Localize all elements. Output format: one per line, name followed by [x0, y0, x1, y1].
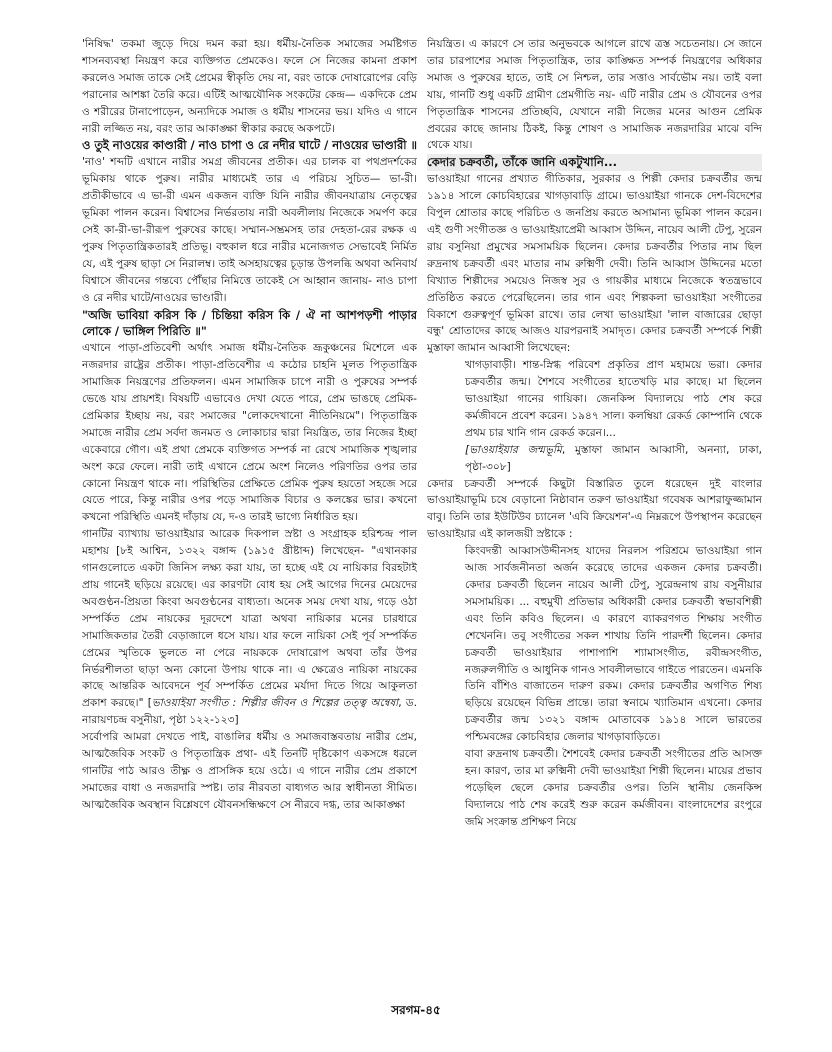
lyric-heading: ও তুই নাওয়ের কাণ্ডারী / নাও চাপা ও রে নদীর ঘাটে / নাওয়ের ভাণ্ডারী ॥ — [82, 138, 417, 153]
left-column — [82, 36, 417, 1006]
body-paragraph: কেদার চক্রবর্তী সম্পর্কে কিছুটা বিস্তারিত তুলে ধরেছেন দুই বাংলার ভাওয়াইয়াভূমি চষে বেড়ানো নিষ্ঠাবান তরুণ ভাওয়াইয়া গবেষক আশরাফুজ্জামান বাবু। তিনি তার ইউটিউব চ্যানেল 'এবি ক্রিয়েশন'-এ নিম্নরূপে উপস্থাপন করেছেন ভাওয়াইয়ার এই কালজয়ী স্রষ্টাকে : — [427, 477, 762, 541]
section-heading: কেদার চক্রবর্তী, তাঁকে জানি একটুখানি... — [427, 154, 762, 171]
quote-text: বাবা রুদ্রনাথ চক্রবর্তী। শৈশবেই কেদার চক্রবর্তী সংগীতের প্রতি আসক্ত হন। কারণ, তার মা রুক্মিনী দেবী ভাওয়াইয়া শিল্পী ছিলেন। মায়ের প্রভাব পড়েছিল ছেলে কেদার চক্রবর্তীর ওপর। তিনি স্থানীয় জেনকিন্স বিদ্যালয়ে পাঠ শেষ করেই শুরু করেন কর্মজীবন। বাংলাদেশের রংপুরে জমি সংক্রান্ত প্রশিক্ষণ নিয়ে — [465, 748, 762, 828]
right-column — [427, 36, 762, 1006]
block-quote — [465, 543, 762, 830]
quote-citation — [465, 442, 762, 476]
body-paragraph: নিয়ন্ত্রিত। এ কারণে সে তার অনুভবকে আগলে রাখে ত্রস্ত সচেতনায়। সে জানে তার চারপাশের সমাজ পিতৃতান্ত্রিক, তার কাঙ্ক্ষিত সম্পর্ক নিয়ন্ত্রণের অধিকার সমাজ ও পুরুষের হাতে, তাই সে নিশ্চল, তার সত্তাও সার্বভৌম নয়। তাই বলা যায়, গানটি শুধু একটি গ্রামীণ প্রেমগীতি নয়- এটি নারীর প্রেম ও যৌবনের ওপর পিতৃতান্ত্রিক শাসনের প্রতিচ্ছবি, যেখানে নারী নিজের মনের আগুন প্রেমিক প্রবরের কাছে জানায় ঠিকই, কিন্তু শোষণ ও সামাজিক নজরদারির মাঝে বন্দি থেকে যায়। — [427, 38, 762, 152]
citation-title: [ভাওয়াইয়ার জন্মভূমি — [465, 443, 562, 456]
block-quote — [465, 357, 762, 475]
body-paragraph: 'নিষিদ্ধ' তকমা জুড়ে দিয়ে দমন করা হয়। ধর্মীয়-নৈতিক সমাজের সমষ্টিগত শাসনব্যবস্থা নিয়ন্ত্রণ করে ব্যক্তিগত প্রেমকেও। ফলে সে নিজের কামনা প্রকাশ করলেও সমাজ তাকে সেই প্রেমের স্বীকৃতি দেয় না, বরং তাকে দোষারোপের বেড়ি পরানোর আশঙ্কা তৈরি করে। এটিই আত্মযৌনিক সংকটের কেন্দ্র— একদিকে প্রেম ও শরীরের টানাপোড়েন, অন্যদিকে সমাজ ও ধর্মীয় শাসনের ভয়। যদিও এ গানে নারী লজ্জিত নয়, বরং তার আকাঙ্ক্ষা স্বীকার করছে অকপটে। — [82, 38, 417, 135]
citation-details: , ড. নারায়ণচন্দ্র বসুনীয়া, পৃষ্ঠা ১২২-১২৩] — [82, 697, 417, 727]
body-paragraph-quote — [82, 526, 417, 729]
quote-text: গানটির ব্যাখ্যায় ভাওয়াইয়ার আরেক দিকপাল স্রষ্টা ও সংগ্রাহক হরিশ্চন্দ্র পাল মহাশয় [৮ই আশ্বিন, ১৩২২ বঙ্গাব্দ (১৯১৫ খ্রীষ্টাব্দ) লিখেছেন- "এখানকার গানগুলোতে একটা জিনিস লক্ষ্য করা যায়, তা হচ্ছে এই যে নায়িকার বিরহটাই প্রায় গানেই ছড়িয়ে রয়েছে। এর কারণটা বোধ হয় সেই আগের দিনের মেয়েদের অবগুণ্ঠন-প্রিয়তা কিংবা অবগুণ্ঠনের বাধ্যতা। অনেক সময় দেখা যায়, গড়ে ওঠা সম্পর্কিত প্রেম নায়কের দূরদেশে যাত্রা অথবা নায়িকার মনের চারধারে সামাজিকতার তৈরী বেড়াজালে ধসে যায়। যার ফলে নায়িকা সেই পূর্ব সম্পর্কিত প্রেমের স্মৃতিকে ভুলতে না পেরে নায়ককে দোষারোপ অথবা তাঁর উপর নির্ভরশীলতা ছাড়া অন্য কোনো উপায় থাকে না। এ ক্ষেত্রেও নায়িকা নায়কের কাছে আন্তরিক আবেদনে পূর্ব সম্পর্কিত প্রেমের মর্যাদা দিতে গিয়ে আকুলতা প্রকাশ করছে।" [ — [82, 528, 417, 710]
body-paragraph: সর্বোপরি আমরা দেখতে পাই, বাঙালির ধর্মীয় ও সমাজবাস্তবতায় নারীর প্রেম, আত্মজৈবিক সংকট ও পিতৃতান্ত্রিক প্রথা- এই তিনটি দৃষ্টিকোণ একসঙ্গে ধরলে গানটির পাঠ আরও তীক্ষ্ণ ও প্রাসঙ্গিক হয়ে ওঠে। এ গানে নারীর প্রেম প্রকাশে সমাজের বাধা ও নজরদারি স্পষ্ট। তার নীরবতা বাধ্যগত আর স্বাধীনতা সীমিত। আত্মজৈবিক অবস্থান বিশ্লেষণে যৌবনসন্ধিক্ষণে সে নীরবে দগ্ধ, তার আকাঙ্ক্ষা — [82, 731, 417, 811]
lyric-heading: "অজি ভাবিয়া করিস কি / চিন্তিয়া করিস কি / ঐ না আশপড়শী পাড়ার লোকে / ভাঙ্গিল পিরিতি ॥" — [82, 307, 417, 339]
quote-text: কিংবদন্তী আব্বাসউদ্দীনসহ যাদের নিরলস পরিশ্রমে ভাওয়াইয়া গান আজ সার্বজনীনতা অর্জন করেছে তাদের একজন কেদার চক্রবর্তী। কেদার চক্রবর্তী ছিলেন নায়েব আলী টেপু, সুরেন্দ্রনাথ রায় বসুনীয়ার সমসাময়িক। ... বহুমুখী প্রতিভার অধিকারী কেদার চক্রবর্তী স্বভাবশিল্পী এবং তিনি কবিও ছিলেন। এ কারণে ব্যাকরণগত শিক্ষায় সংগীত শেখেননি। তবু সংগীতের সকল শাখায় তিনি পারদর্শী ছিলেন। কেদার চক্রবর্তী ভাওয়াইয়ার পাশাপাশি শ্যামাসংগীত, রবীন্দ্রসংগীত, নজরুলগীতি ও আধুনিক গানও সাবলীলভাবে গাইতে পারতেন। এমনকি তিনি বাঁশিও বাজাতেন দারুণ রকম। কেদার চক্রবর্তীর অগণিত শিষ্য ছড়িয়ে রয়েছেন বিভিন্ন প্রান্তে। তারা স্বনামে খ্যাতিমান এখনো। কেদার চক্রবর্তীর জন্ম ১৩২১ বঙ্গাব্দ মোতাবেক ১৯১৪ সালে ভারতের পশ্চিমবঙ্গের কোচবিহার জেলার খাগড়াবাড়িতে। — [465, 545, 762, 744]
page-number: সরগম-৪৫ — [391, 1003, 441, 1017]
body-paragraph: 'নাও' শব্দটি এখানে নারীর সমগ্র জীবনের প্রতীক। এর চালক বা পথপ্রদর্শকের ভূমিকায় থাকে পুরুষ। নারীর মাধ্যমেই তার এ পরিচয় সুচিত— ভা-রী। প্রতীকীভাবে এ ভা-রী এমন একজন ব্যক্তি যিনি নারীর জীবনযাত্রায় নেতৃত্বের ভূমিকা পালন করেন। বিশ্বাসের নির্ভরতায় নারী অবলীলায় নিজেকে সমর্পণ করে সেই কা-রী-ভা-রীরূপ পুরুষের কাছে। সম্মান-সম্ভ্রমসহ তার দেহতা-রের রক্ষক এ পুরুষ পিতৃতান্ত্রিকতারই প্রতিভূ। বহুকাল ধরে নারীর মনোজগত সেভাবেই নির্মিত যে, এই পুরুষ ছাড়া সে নিরালম্ব। তাই অসহায়ত্বের চূড়ান্ত উপলব্ধি অথবা অনিবার্য বিশ্বাসে জীবনের গন্তব্যে পৌঁছার নিমিত্তে তাকেই সে আহ্বান জানায়- নাও চাপা ও রে নদীর ঘাটে/নাওয়ের ভাণ্ডারী। — [82, 156, 417, 304]
body-paragraph: ভাওয়াইয়া গানের প্রখ্যাত গীতিকার, সুরকার ও শিল্পী কেদার চক্রবর্তীর জন্ম ১৯১৪ সালে কোচবিহারের খাগড়াবাড়ি গ্রামে। ভাওয়াইয়া গানকে দেশ-বিদেশের বিপুল শ্রোতার কাছে পরিচিত ও জনপ্রিয় করতে অসামান্য ভূমিকা পালন করেন। এই গুণী সংগীতজ্ঞ ও ভাওয়াইয়াপ্রেমী আব্বাস উদ্দিন, নায়েব আলী টেপু, সুরেন রায় বসুনিয়া প্রমুখের সমসাময়িক ছিলেন। কেদার চক্রবর্তীর পিতার নাম ছিল রুদ্রনাথ চক্রবর্তী এবং মাতার নাম রুক্মিণী দেবী। তিনি আব্বাস উদ্দিনের মতো বিখ্যাত শিল্পীদের সময়েও নিজস্ব সুর ও গায়কীর মাধ্যমে নিজেকে স্বতন্ত্রভাবে প্রতিষ্ঠিত করতে পেরেছিলেন। তার গান এবং শিল্পকলা ভাওয়াইয়া সংগীতের বিকাশে গুরুত্বপূর্ণ ভূমিকা রাখে। তার লেখা ভাওয়াইয়া 'লাল বাজারের ছোড়া বন্ধু' শ্রোতাদের কাছে আজও যারপরনাই সমাদৃত। কেদার চক্রবর্তী সম্পর্কে শিল্পী মুস্তাফা জামান আব্বাসী লিখেছেন: — [427, 173, 762, 355]
citation-details: , মুস্তাফা জামান আব্বাসী, অনন্যা, ঢাকা, পৃষ্ঠা-৩০৮] — [465, 443, 762, 473]
body-paragraph: এখানে পাড়া-প্রতিবেশী অর্থাৎ সমাজ ধর্মীয়-নৈতিক ভ্রূকুঞ্চনের মিশেলে এক নজরদার রাষ্ট্রের প্রতীক। পাড়া-প্রতিবেশীর এ কঠোর চাহনি মূলত পিতৃতান্ত্রিক সামাজিক নিয়ন্ত্রণের প্রতিফলন। এমন সামাজিক চাপে নারী ও পুরুষের সম্পর্ক ভেঙে যায় প্রায়শই। বিষয়টি এভাবেও দেখা যেতে পারে, প্রেম ভাঙছে প্রেমিক-প্রেমিকার ইচ্ছায় নয়, বরং সমাজের "লোকদেখানো নীতিনিয়মে"। পিতৃতান্ত্রিক সমাজে নারীর প্রেম সর্বদা জনমত ও লোকাচার দ্বারা নিয়ন্ত্রিত, তার নিজের ইচ্ছা একেবারে গৌণ। এই প্রথা প্রেমকে ব্যক্তিগত সম্পর্ক না রেখে সামাজিক শৃঙ্খলার অংশ করে ফেলে। নারী তাই এখানে প্রেমে অংশ নিলেও পরিণতির ওপর তার কোনো নিয়ন্ত্রণ থাকে না। পরিস্থিতির প্রেক্ষিতে প্রেমিক পুরুষ হয়তো সহজে সরে যেতে পারে, কিন্তু নারীর ওপর পড়ে সামাজিক বিচার ও কলঙ্কের ভার। কখনো কখনো পরিস্থিতি এমনই দাঁড়ায় যে, দ-ও তারই ভাগ্যে নির্ধারিত হয়। — [82, 342, 417, 524]
quote-text: খাগড়াবাড়ী। শান্ত-স্নিগ্ধ পরিবেশ প্রকৃতির প্রাণ মহাময়ে ভরা। কেদার চক্রবর্তীর জন্ম। শৈশবে সংগীতের হাতেখড়ি মার কাছে। মা ছিলেন ভাওয়াইয়া গানের গায়িকা। জেনকিন্স বিদ্যালয়ে পাঠ শেষ করে কর্মজীবনে প্রবেশ করেন। ১৯৪৭ সাল। কলম্বিয়া রেকর্ড কোম্পানি থেকে প্রথম চার খানি গান রেকর্ড করেন।... — [465, 359, 762, 439]
citation-title: ভাওয়াইয়া সংগীত : শিল্পীর জীবন ও শিল্পের তত্ত্ব অন্বেষা — [151, 697, 399, 710]
